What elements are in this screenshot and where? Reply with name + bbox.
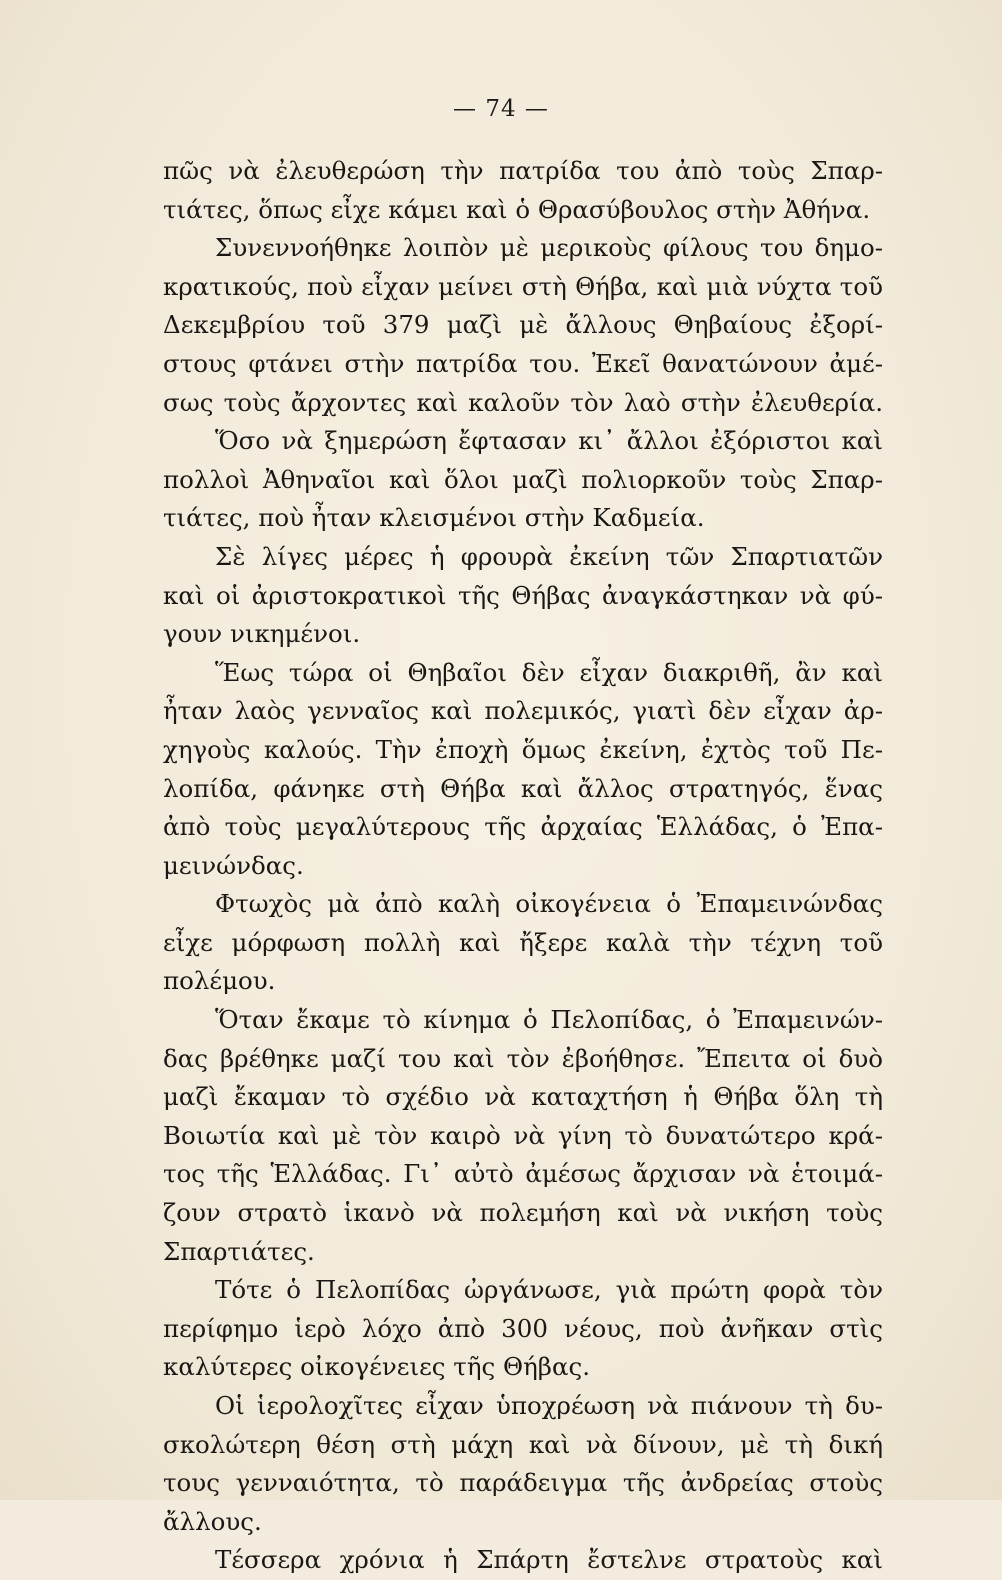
text-line: ἀπὸ τοὺς μεγαλύτερους τῆς ἀρχαίας Ἑλλάδας, ὁ Ἐπα- xyxy=(163,812,883,842)
text-line: πῶς νὰ ἐλευθερώση τὴν πατρίδα του ἀπὸ τοὺς Σπαρ- xyxy=(163,156,883,185)
text-line: σκολώτερη θέση στὴ μάχη καὶ νὰ δίνουν, μὲ τὴ δική xyxy=(163,1429,883,1459)
text-line: Συνεννοήθηκε λοιπὸν μὲ μερικοὺς φίλους του δημο- xyxy=(215,233,883,263)
text-line: καλύτερες οἰκογένειες τῆς Θήβας. xyxy=(163,1352,591,1382)
text-line: περίφημο ἱερὸ λόχο ἀπὸ 300 νέους, ποὺ ἀνῆκαν στὶς xyxy=(163,1313,883,1343)
text-line: Τότε ὁ Πελοπίδας ὠργάνωσε, γιὰ πρώτη φορὰ τὸν xyxy=(215,1275,883,1305)
text-line: χηγοὺς καλούς. Τὴν ἐποχὴ ὅμως ἐκείνη, ἐχτὸς τοῦ Πε- xyxy=(163,734,883,764)
text-line: Δεκεμβρίου τοῦ 379 μαζὶ μὲ ἄλλους Θηβαίους ἐξορί- xyxy=(163,310,883,340)
text-line: στους φτάνει στὴν πατρίδα του. Ἐκεῖ θανατώνουν ἀμέ- xyxy=(163,348,883,378)
text-line: μεινώνδας. xyxy=(163,850,304,880)
text-line: ἦταν λαὸς γενναῖος καὶ πολεμικός, γιατὶ δὲν εἶχαν ἀρ- xyxy=(163,696,883,726)
text-line: σως τοὺς ἄρχοντες καὶ καλοῦν τὸν λαὸ στὴν ἐλευθερία. xyxy=(163,387,883,417)
text-line: Ὅσο νὰ ξημερώση ἔφτασαν κι᾽ ἄλλοι ἐξόριστοι καὶ xyxy=(215,426,883,456)
text-line: τιάτες, ποὺ ἦταν κλεισμένοι στὴν Καδμεία. xyxy=(163,503,705,533)
body-text xyxy=(163,152,883,1580)
text-line: Ἕως τώρα οἱ Θηβαῖοι δὲν εἶχαν διακριθῆ, ἂν καὶ xyxy=(215,657,883,687)
text-line: λοπίδα, φάνηκε στὴ Θήβα καὶ ἄλλος στρατηγός, ἕνας xyxy=(163,773,883,803)
text-line: Βοιωτία καὶ μὲ τὸν καιρὸ νὰ γίνη τὸ δυνατώτερο κρά- xyxy=(163,1120,883,1150)
text-line: πολέμου. xyxy=(163,966,276,996)
text-line: γουν νικημένοι. xyxy=(163,619,361,649)
text-line: Σὲ λίγες μέρες ἡ φρουρὰ ἐκείνη τῶν Σπαρτιατῶν xyxy=(215,541,883,571)
text-line: μαζὶ ἔκαμαν τὸ σχέδιο νὰ καταχτήση ἡ Θήβα ὅλη τὴ xyxy=(163,1082,883,1112)
text-line: Τέσσερα χρόνια ἡ Σπάρτη ἔστελνε στρατοὺς καὶ xyxy=(215,1545,883,1575)
text-line: καὶ οἱ ἀριστοκρατικοὶ τῆς Θήβας ἀναγκάστηκαν νὰ φύ- xyxy=(163,580,883,610)
text-line: Φτωχὸς μὰ ἀπὸ καλὴ οἰκογένεια ὁ Ἐπαμεινώνδας xyxy=(215,889,883,919)
text-line: τιάτες, ὅπως εἶχε κάμει καὶ ὁ Θρασύβουλος στὴν Ἀθήνα. xyxy=(163,194,871,224)
text-line: ζουν στρατὸ ἱκανὸ νὰ πολεμήση καὶ νὰ νικήση τοὺς xyxy=(163,1198,883,1228)
text-line: εἶχε μόρφωση πολλὴ καὶ ἤξερε καλὰ τὴν τέχνη τοῦ xyxy=(163,927,883,957)
page-number: — 74 — xyxy=(453,96,549,122)
text-line: δας βρέθηκε μαζί του καὶ τὸν ἐβοήθησε. Ἔπειτα οἱ δυὸ xyxy=(163,1043,883,1073)
text-line: τος τῆς Ἑλλάδας. Γι᾽ αὐτὸ ἀμέσως ἄρχισαν νὰ ἑτοιμά- xyxy=(163,1159,883,1189)
text-line: Ὅταν ἔκαμε τὸ κίνημα ὁ Πελοπίδας, ὁ Ἐπαμεινών- xyxy=(215,1005,883,1035)
text-line: πολλοὶ Ἀθηναῖοι καὶ ὅλοι μαζὶ πολιορκοῦν τοὺς Σπαρ- xyxy=(163,464,883,494)
text-line: τους γενναιότητα, τὸ παράδειγμα τῆς ἀνδρείας στοὺς xyxy=(163,1468,883,1498)
text-line: ἄλλους. xyxy=(163,1506,262,1536)
text-line: Οἱ ἱερολοχῖτες εἶχαν ὑποχρέωση νὰ πιάνουν τὴ δυ- xyxy=(215,1391,883,1420)
text-line: κρατικούς, ποὺ εἶχαν μείνει στὴ Θήβα, καὶ μιὰ νύχτα τοῦ xyxy=(163,271,883,301)
text-line: Σπαρτιάτες. xyxy=(163,1236,315,1266)
